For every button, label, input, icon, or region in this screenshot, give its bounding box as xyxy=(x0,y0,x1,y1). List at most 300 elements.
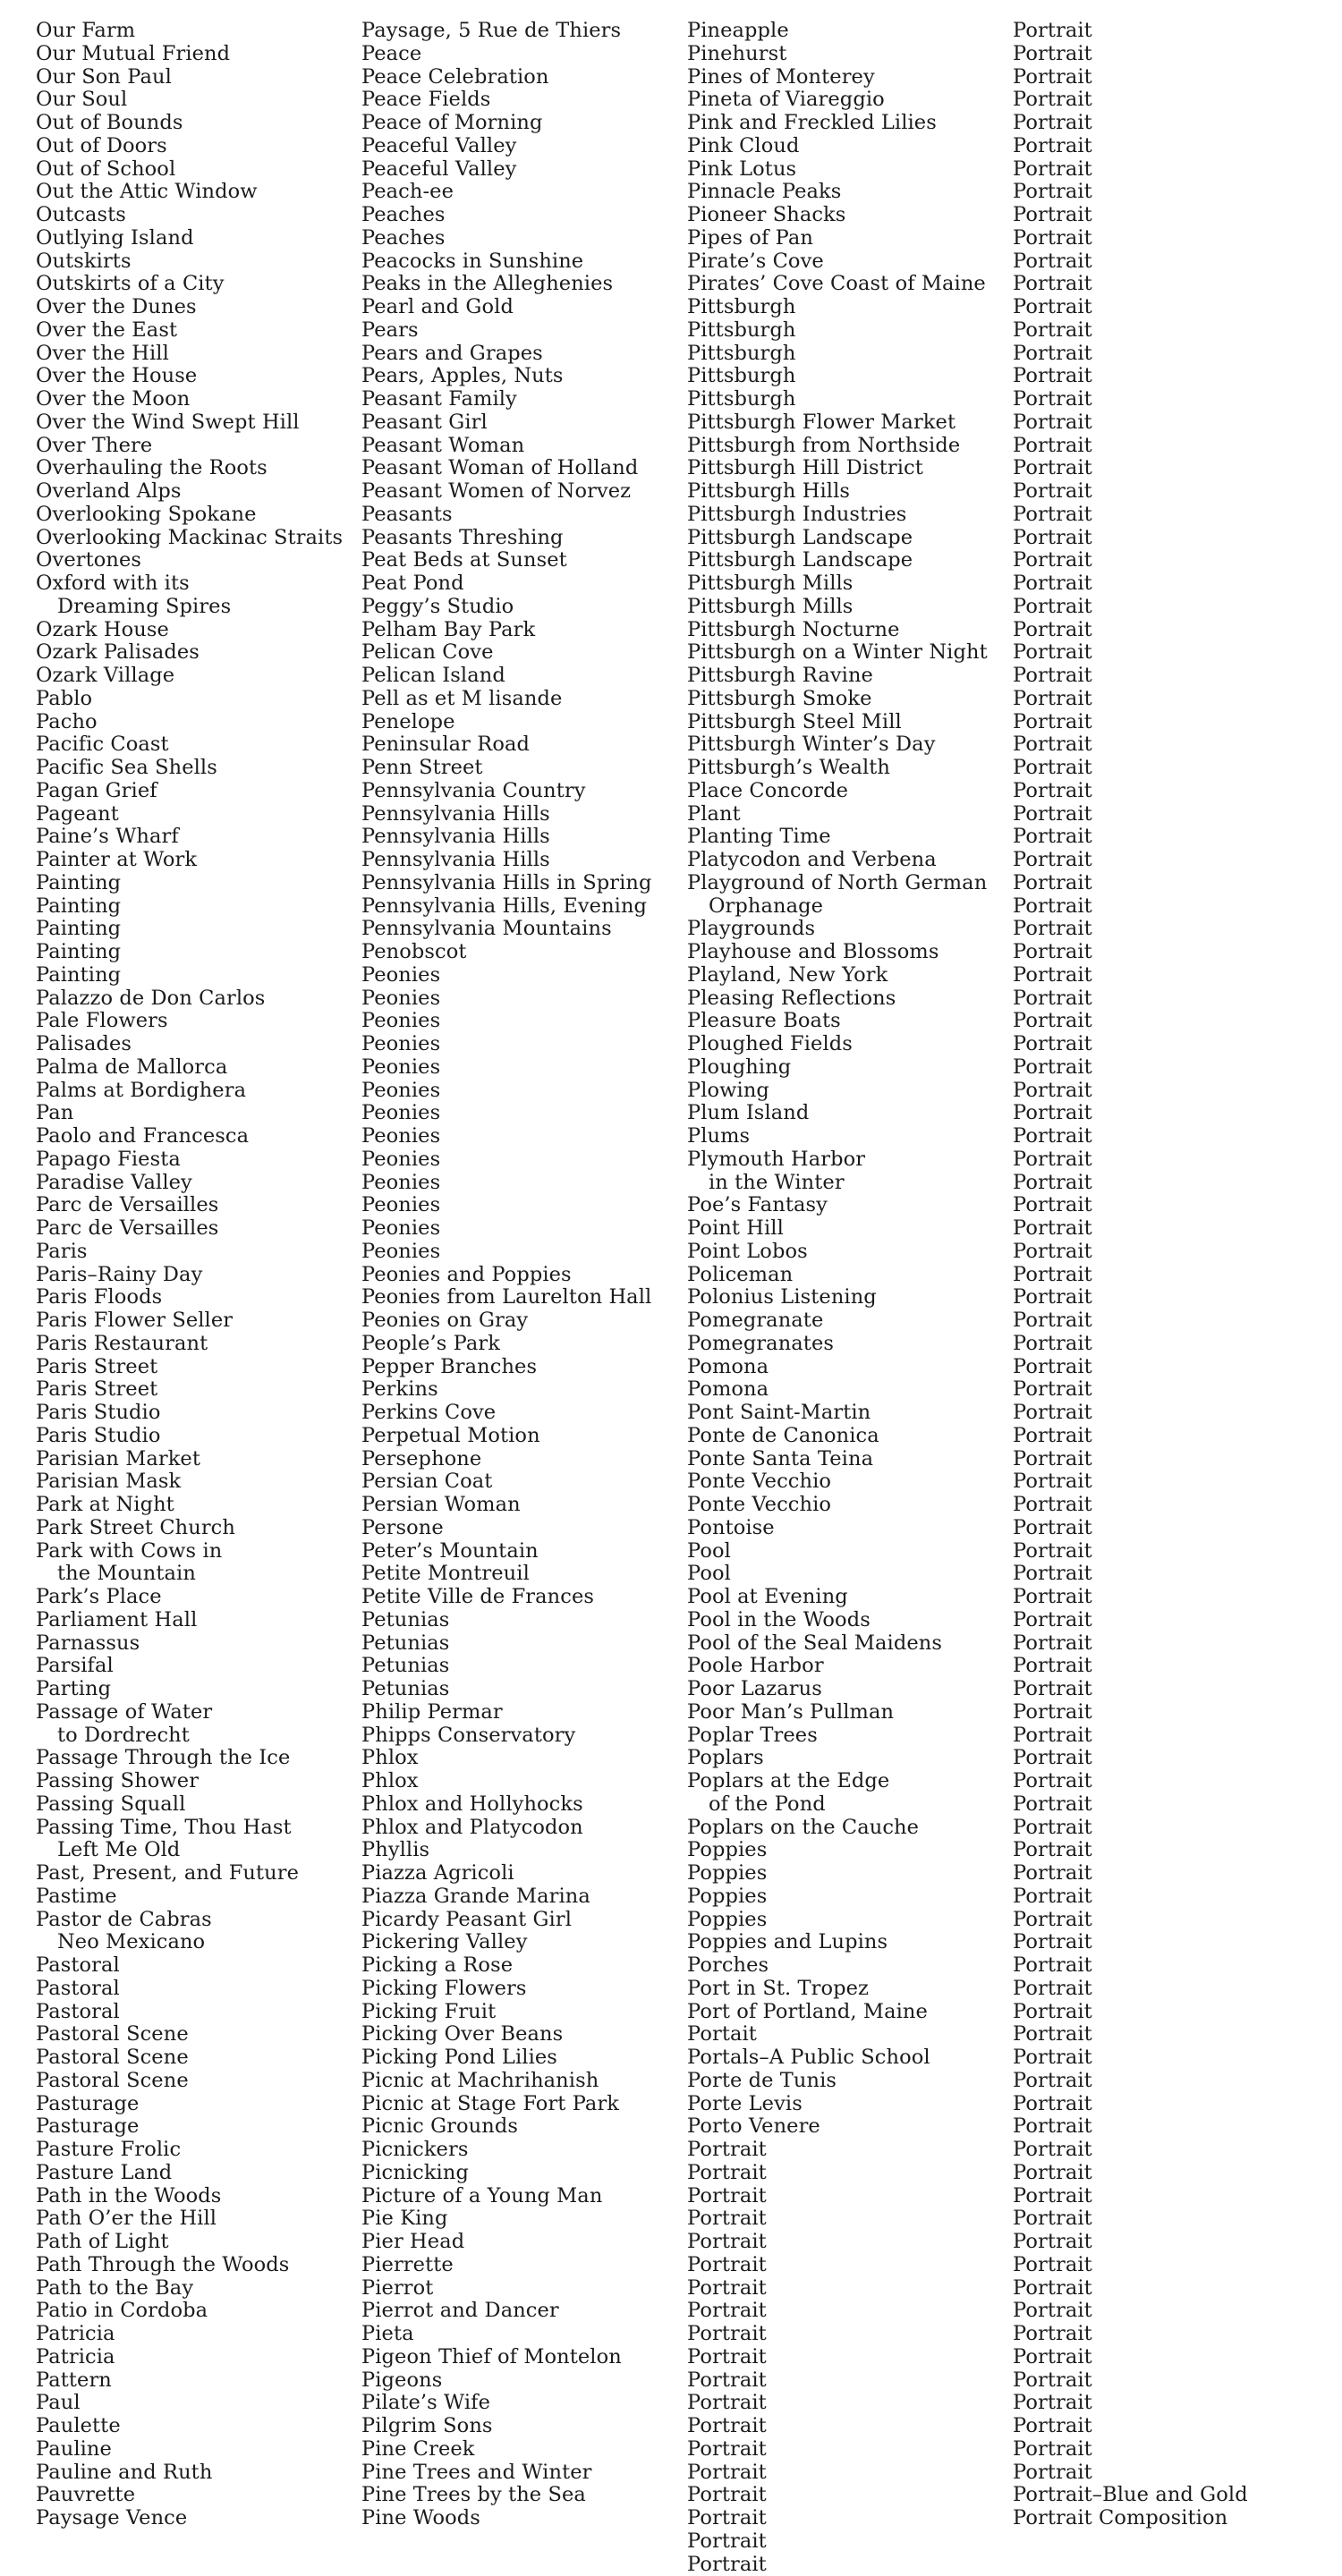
index-entry: Port in St. Tropez xyxy=(687,1978,988,2001)
index-entry: Portrait xyxy=(1013,757,1248,780)
index-entry: Path of Light xyxy=(36,2231,343,2254)
index-entry: Pittsburgh Mills xyxy=(687,572,988,596)
index-entry: Portrait xyxy=(687,2369,988,2393)
index-entry: Portrait xyxy=(1013,2185,1248,2208)
index-entry: Pont Saint-Martin xyxy=(687,1402,988,1425)
index-entry: Peonies xyxy=(361,964,651,987)
index-entry: Pool of the Seal Maidens xyxy=(687,1632,988,1656)
index-entry: Portrait xyxy=(687,2438,988,2462)
index-entry: Palma de Mallorca xyxy=(36,1056,343,1080)
index-entry: Ponte de Canonica xyxy=(687,1425,988,1448)
index-entry: Playgrounds xyxy=(687,918,988,941)
index-entry: Poppies and Lupins xyxy=(687,1931,988,1954)
index-entry-continuation: Dreaming Spires xyxy=(36,596,343,619)
index-entry: Out the Attic Window xyxy=(36,181,343,204)
index-entry: Pittsburgh xyxy=(687,343,988,366)
index-entry: Portrait xyxy=(1013,1609,1248,1632)
index-entry: Portrait xyxy=(1013,319,1248,343)
index-entry: Plums xyxy=(687,1125,988,1148)
index-entry: Picking Over Beans xyxy=(361,2023,651,2046)
index-entry: Plum Island xyxy=(687,1102,988,1125)
index-entry: Pigeon Thief of Montelon xyxy=(361,2346,651,2369)
index-entry: Pittsburgh Industries xyxy=(687,504,988,527)
index-entry: Portrait xyxy=(1013,1586,1248,1609)
index-entry: Paris Studio xyxy=(36,1425,343,1448)
index-entry: Portrait xyxy=(1013,964,1248,987)
index-entry: Pearl and Gold xyxy=(361,296,651,319)
index-entry: Pasture Land xyxy=(36,2162,343,2185)
index-entry: Pittsburgh’s Wealth xyxy=(687,757,988,780)
index-entry: Poppies xyxy=(687,1885,988,1909)
index-entry: Portrait xyxy=(1013,527,1248,550)
index-entry: Portrait xyxy=(1013,2139,1248,2162)
index-entry: Portrait xyxy=(1013,2046,1248,2070)
index-entry: Porto Venere xyxy=(687,2115,988,2139)
index-entry: Portrait xyxy=(1013,343,1248,366)
index-entry: Our Soul xyxy=(36,89,343,112)
index-entry: Picking Fruit xyxy=(361,2001,651,2024)
index-entry: Portrait xyxy=(1013,918,1248,941)
index-entry: Parsifal xyxy=(36,1655,343,1678)
index-entry: Portrait xyxy=(1013,296,1248,319)
index-entry: Pipes of Pan xyxy=(687,227,988,250)
index-entry: Passage of Water xyxy=(36,1701,343,1724)
index-entry: Portrait xyxy=(1013,1010,1248,1033)
index-entry: Passage Through the Ice xyxy=(36,1747,343,1770)
index-entry: Passing Time, Thou Hast xyxy=(36,1817,343,1840)
index-entry: Portrait xyxy=(1013,2001,1248,2024)
index-entry: Portals–A Public School xyxy=(687,2046,988,2070)
index-entry: Portrait xyxy=(687,2530,988,2554)
index-entry: Portrait xyxy=(1013,1954,1248,1978)
index-entry: Pontoise xyxy=(687,1517,988,1540)
index-entry: Picnickers xyxy=(361,2139,651,2162)
index-entry: Pauline and Ruth xyxy=(36,2462,343,2485)
index-entry: Pears and Grapes xyxy=(361,343,651,366)
index-entry: Phlox and Platycodon xyxy=(361,1817,651,1840)
index-entry: Pell as et M lisande xyxy=(361,688,651,711)
index-entry: Peach-ee xyxy=(361,181,651,204)
index-entry: Pagan Grief xyxy=(36,780,343,803)
index-entry: Portrait xyxy=(1013,43,1248,66)
index-entry: People’s Park xyxy=(361,1333,651,1356)
index-entry: Portrait xyxy=(1013,2415,1248,2438)
index-entry: Parliament Hall xyxy=(36,1609,343,1632)
index-entry: Over the Hill xyxy=(36,343,343,366)
index-entry: Pelican Cove xyxy=(361,641,651,665)
index-entry: Portrait xyxy=(687,2277,988,2301)
index-entry: Platycodon and Verbena xyxy=(687,849,988,872)
index-entry: Pieta xyxy=(361,2323,651,2346)
index-entry: Portrait xyxy=(687,2231,988,2254)
index-entry: Persone xyxy=(361,1517,651,1540)
index-entry: Portrait xyxy=(1013,2231,1248,2254)
index-entry: Pennsylvania Hills xyxy=(361,826,651,849)
index-entry: Pittsburgh from Northside xyxy=(687,435,988,458)
index-entry: Overlooking Spokane xyxy=(36,504,343,527)
index-entry: Portrait xyxy=(1013,641,1248,665)
index-entry: Pittsburgh Hill District xyxy=(687,457,988,480)
index-entry: Pastoral Scene xyxy=(36,2070,343,2093)
index-entry-continuation: Orphanage xyxy=(687,895,988,919)
index-entry: Palisades xyxy=(36,1033,343,1056)
index-entry: Pauline xyxy=(36,2438,343,2462)
index-entry: Oxford with its xyxy=(36,572,343,596)
index-entry: Park at Night xyxy=(36,1494,343,1517)
index-entry: Paris Restaurant xyxy=(36,1333,343,1356)
index-entry-continuation: Neo Mexicano xyxy=(36,1931,343,1954)
index-entry: Portrait xyxy=(1013,1241,1248,1264)
index-entry: Pink Lotus xyxy=(687,158,988,182)
index-entry: Pale Flowers xyxy=(36,1010,343,1033)
index-entry: Portrait xyxy=(1013,1148,1248,1172)
index-entry: Pittsburgh Steel Mill xyxy=(687,711,988,734)
index-entry: Portrait xyxy=(1013,158,1248,182)
index-entry: Pageant xyxy=(36,803,343,826)
index-entry: Pasturage xyxy=(36,2093,343,2116)
index-entry: Pittsburgh xyxy=(687,319,988,343)
index-entry: Pirate’s Cove xyxy=(687,250,988,274)
index-entry: Phlox and Hollyhocks xyxy=(361,1793,651,1817)
index-entry: Portrait xyxy=(1013,2462,1248,2485)
index-entry: Portrait xyxy=(1013,457,1248,480)
index-entry: Poole Harbor xyxy=(687,1655,988,1678)
index-entry: Pineapple xyxy=(687,20,988,43)
index-entry: Pine Trees by the Sea xyxy=(361,2484,651,2507)
index-entry: Portrait xyxy=(1013,1033,1248,1056)
index-entry: Portrait xyxy=(1013,872,1248,895)
index-entry: Port of Portland, Maine xyxy=(687,2001,988,2024)
index-entry: Polonius Listening xyxy=(687,1286,988,1309)
index-entry: Outlying Island xyxy=(36,227,343,250)
index-entry: Peonies xyxy=(361,1102,651,1125)
index-entry: Portrait xyxy=(1013,2115,1248,2139)
index-entry: Playground of North German xyxy=(687,872,988,895)
index-entry: Peasant Woman xyxy=(361,435,651,458)
index-entry: Pool xyxy=(687,1540,988,1563)
index-entry: Point Lobos xyxy=(687,1241,988,1264)
index-entry: Phipps Conservatory xyxy=(361,1724,651,1748)
index-entry: Pepper Branches xyxy=(361,1356,651,1379)
index-entry: Portrait xyxy=(1013,2300,1248,2323)
index-entry: Peace Fields xyxy=(361,89,651,112)
index-entry: Portrait xyxy=(1013,1793,1248,1817)
index-entry: Pool at Evening xyxy=(687,1586,988,1609)
index-entry: Portrait xyxy=(1013,1286,1248,1309)
index-entry: Park Street Church xyxy=(36,1517,343,1540)
index-entry: Portrait xyxy=(1013,1080,1248,1103)
index-entry: Planting Time xyxy=(687,826,988,849)
index-entry: Portrait xyxy=(1013,2277,1248,2301)
index-entry: Pinehurst xyxy=(687,43,988,66)
index-entry: Perkins xyxy=(361,1378,651,1402)
index-entry: Parc de Versailles xyxy=(36,1194,343,1217)
index-entry: Peonies xyxy=(361,1080,651,1103)
index-entry: Pittsburgh on a Winter Night xyxy=(687,641,988,665)
index-entry: Portrait xyxy=(1013,1402,1248,1425)
index-entry: Pablo xyxy=(36,688,343,711)
index-entry: Portrait xyxy=(1013,895,1248,919)
index-entry: Portrait xyxy=(1013,733,1248,757)
index-entry: Park’s Place xyxy=(36,1586,343,1609)
index-entry: Outskirts xyxy=(36,250,343,274)
index-entry: Portrait xyxy=(687,2254,988,2277)
index-entry: Portrait xyxy=(1013,2346,1248,2369)
index-entry: Peaceful Valley xyxy=(361,158,651,182)
index-entry: Palazzo de Don Carlos xyxy=(36,987,343,1011)
index-entry: Pink and Freckled Lilies xyxy=(687,112,988,135)
index-column-2 xyxy=(361,20,651,2530)
index-entry: Poor Lazarus xyxy=(687,1678,988,1701)
index-entry: Pittsburgh Landscape xyxy=(687,549,988,572)
index-entry: Peonies from Laurelton Hall xyxy=(361,1286,651,1309)
index-entry: Persephone xyxy=(361,1448,651,1471)
index-entry: Portrait xyxy=(687,2554,988,2576)
index-entry: Over the House xyxy=(36,365,343,388)
index-entry: Portrait xyxy=(687,2162,988,2185)
index-entry: Portrait xyxy=(1013,1817,1248,1840)
index-entry: Portrait xyxy=(1013,1540,1248,1563)
index-entry: Park with Cows in xyxy=(36,1540,343,1563)
index-entry: Portrait xyxy=(1013,572,1248,596)
index-entry: Overlooking Mackinac Straits xyxy=(36,527,343,550)
index-entry: Peonies and Poppies xyxy=(361,1264,651,1287)
index-entry: Picnic Grounds xyxy=(361,2115,651,2139)
index-entry: Pilgrim Sons xyxy=(361,2415,651,2438)
index-entry: Portrait xyxy=(1013,1747,1248,1770)
index-entry: Portrait xyxy=(1013,1217,1248,1241)
index-entry: Poe’s Fantasy xyxy=(687,1194,988,1217)
index-entry: Palms at Bordighera xyxy=(36,1080,343,1103)
index-entry: Peonies on Gray xyxy=(361,1309,651,1333)
index-entry: Phlox xyxy=(361,1747,651,1770)
index-entry: Ploughing xyxy=(687,1056,988,1080)
index-entry: Persian Coat xyxy=(361,1470,651,1494)
index-entry: Portrait xyxy=(1013,388,1248,411)
index-entry: Peat Pond xyxy=(361,572,651,596)
index-entry: Portrait xyxy=(1013,1931,1248,1954)
index-entry: Poplars at the Edge xyxy=(687,1770,988,1793)
index-entry: Portrait xyxy=(1013,1978,1248,2001)
index-entry: Portrait xyxy=(687,2507,988,2530)
index-entry: Pasture Frolic xyxy=(36,2139,343,2162)
index-entry: Portrait xyxy=(687,2207,988,2231)
index-entry: Portrait xyxy=(687,2346,988,2369)
index-entry: Poppies xyxy=(687,1862,988,1885)
index-entry: Pennsylvania Country xyxy=(361,780,651,803)
index-entry: Portrait xyxy=(687,2462,988,2485)
index-entry: Paris Street xyxy=(36,1378,343,1402)
index-entry: Portrait xyxy=(1013,1425,1248,1448)
index-entry: Pittsburgh xyxy=(687,296,988,319)
index-entry: Portrait xyxy=(1013,1655,1248,1678)
index-entry: Pastoral xyxy=(36,2001,343,2024)
index-entry: Portrait xyxy=(1013,250,1248,274)
index-entry: Out of Bounds xyxy=(36,112,343,135)
index-entry: Our Farm xyxy=(36,20,343,43)
index-entry: Out of School xyxy=(36,158,343,182)
index-entry: Peonies xyxy=(361,1217,651,1241)
index-entry: Portrait xyxy=(1013,1378,1248,1402)
index-entry: Penelope xyxy=(361,711,651,734)
index-entry: Painting xyxy=(36,964,343,987)
index-entry: Passing Shower xyxy=(36,1770,343,1793)
index-entry-continuation: in the Winter xyxy=(687,1172,988,1195)
index-entry: Pattern xyxy=(36,2369,343,2393)
index-entry: Ponte Santa Teina xyxy=(687,1448,988,1471)
index-entry: Peonies xyxy=(361,1033,651,1056)
index-entry: Peasant Girl xyxy=(361,411,651,435)
index-entry: Paysage, 5 Rue de Thiers xyxy=(361,20,651,43)
index-entry: Portrait xyxy=(1013,1885,1248,1909)
index-entry: Portrait xyxy=(687,2392,988,2415)
index-entry: Pennsylvania Hills, Evening xyxy=(361,895,651,919)
index-entry: Perpetual Motion xyxy=(361,1425,651,1448)
index-entry: Pirates’ Cove Coast of Maine xyxy=(687,273,988,296)
index-entry: Pine Creek xyxy=(361,2438,651,2462)
index-entry: Pears, Apples, Nuts xyxy=(361,365,651,388)
index-entry: Portrait Composition xyxy=(1013,2507,1248,2530)
index-entry: Pittsburgh Smoke xyxy=(687,688,988,711)
index-entry: Pennsylvania Hills xyxy=(361,803,651,826)
index-entry: Picnic at Machrihanish xyxy=(361,2070,651,2093)
index-entry: Ozark Palisades xyxy=(36,641,343,665)
index-entry: Peonies xyxy=(361,1148,651,1172)
index-entry: Peasants xyxy=(361,504,651,527)
index-entry: Petunias xyxy=(361,1678,651,1701)
index-entry: Paine’s Wharf xyxy=(36,826,343,849)
index-entry: Our Mutual Friend xyxy=(36,43,343,66)
index-entry: Pomegranates xyxy=(687,1333,988,1356)
index-entry: Petite Ville de Frances xyxy=(361,1586,651,1609)
index-entry: Portrait xyxy=(1013,1056,1248,1080)
index-entry: Peonies xyxy=(361,1056,651,1080)
index-entry: Pennsylvania Hills in Spring xyxy=(361,872,651,895)
index-entry: Philip Permar xyxy=(361,1701,651,1724)
index-entry: Paris xyxy=(36,1241,343,1264)
index-entry: Pilate’s Wife xyxy=(361,2392,651,2415)
index-entry: Portrait xyxy=(1013,1333,1248,1356)
index-entry: Portrait xyxy=(1013,619,1248,642)
index-entry: Peninsular Road xyxy=(361,733,651,757)
index-entry: Painting xyxy=(36,918,343,941)
index-entry: Over the Wind Swept Hill xyxy=(36,411,343,435)
index-entry: Portrait xyxy=(687,2300,988,2323)
index-entry: Pool xyxy=(687,1563,988,1586)
index-entry: Pelican Island xyxy=(361,665,651,688)
index-entry: Portrait xyxy=(1013,780,1248,803)
index-entry: Portrait xyxy=(1013,688,1248,711)
index-entry: Portrait xyxy=(1013,365,1248,388)
index-entry: Peter’s Mountain xyxy=(361,1540,651,1563)
index-entry: Pie King xyxy=(361,2207,651,2231)
index-entry: Portrait xyxy=(1013,826,1248,849)
index-entry: Papago Fiesta xyxy=(36,1148,343,1172)
index-entry: Paradise Valley xyxy=(36,1172,343,1195)
index-entry: Portrait xyxy=(1013,1701,1248,1724)
index-entry: Portrait xyxy=(1013,411,1248,435)
index-entry: Pastor de Cabras xyxy=(36,1909,343,1932)
index-entry: Pink Cloud xyxy=(687,135,988,158)
index-entry: Peonies xyxy=(361,1194,651,1217)
index-entry-continuation: the Mountain xyxy=(36,1563,343,1586)
index-entry: Peonies xyxy=(361,1172,651,1195)
index-entry: Petunias xyxy=(361,1632,651,1656)
index-entry: Parisian Market xyxy=(36,1448,343,1471)
index-entry: Portrait xyxy=(1013,1678,1248,1701)
index-entry: Pennsylvania Hills xyxy=(361,849,651,872)
index-entry: Petite Montreuil xyxy=(361,1563,651,1586)
index-entry: Porte Levis xyxy=(687,2093,988,2116)
index-entry: Parisian Mask xyxy=(36,1470,343,1494)
index-entry: Picking Pond Lilies xyxy=(361,2046,651,2070)
index-entry: Portrait xyxy=(1013,480,1248,504)
index-entry-continuation: of the Pond xyxy=(687,1793,988,1817)
index-entry: Portrait xyxy=(1013,1494,1248,1517)
index-entry: Pool in the Woods xyxy=(687,1609,988,1632)
index-entry: Portrait xyxy=(1013,1264,1248,1287)
index-entry: Paris Street xyxy=(36,1356,343,1379)
index-entry: Portrait xyxy=(1013,1770,1248,1793)
index-entry: Petunias xyxy=(361,1655,651,1678)
index-entry: Peaceful Valley xyxy=(361,135,651,158)
index-entry: Poplar Trees xyxy=(687,1724,988,1748)
index-entry: Pleasing Reflections xyxy=(687,987,988,1011)
index-entry: Painting xyxy=(36,895,343,919)
index-entry: Pine Woods xyxy=(361,2507,651,2530)
index-entry-continuation: to Dordrecht xyxy=(36,1724,343,1748)
index-entry: Pittsburgh Landscape xyxy=(687,527,988,550)
index-entry: Pasturage xyxy=(36,2115,343,2139)
index-entry: Outcasts xyxy=(36,204,343,227)
index-entry: Portrait xyxy=(1013,941,1248,964)
index-entry: Place Concorde xyxy=(687,780,988,803)
index-entry: Plowing xyxy=(687,1080,988,1103)
index-entry: Pierrot xyxy=(361,2277,651,2301)
index-entry: Paulette xyxy=(36,2415,343,2438)
index-entry: Portrait xyxy=(1013,2093,1248,2116)
index-entry: Peacocks in Sunshine xyxy=(361,250,651,274)
index-entry: Portrait xyxy=(1013,135,1248,158)
index-entry: Portrait xyxy=(1013,435,1248,458)
index-entry: Peonies xyxy=(361,1125,651,1148)
index-entry: Picnicking xyxy=(361,2162,651,2185)
index-entry: Portrait xyxy=(1013,1632,1248,1656)
index-entry: Plant xyxy=(687,803,988,826)
index-entry: Pittsburgh Ravine xyxy=(687,665,988,688)
index-entry: Poppies xyxy=(687,1909,988,1932)
index-entry: Playhouse and Blossoms xyxy=(687,941,988,964)
index-entry: Pittsburgh xyxy=(687,365,988,388)
index-entry: Portrait xyxy=(1013,2254,1248,2277)
index-entry: Over the Moon xyxy=(36,388,343,411)
index-entry: Pennsylvania Mountains xyxy=(361,918,651,941)
index-entry: Peace of Morning xyxy=(361,112,651,135)
index-entry: Peasant Woman of Holland xyxy=(361,457,651,480)
index-entry: Portrait xyxy=(1013,549,1248,572)
index-column-1 xyxy=(36,20,343,2530)
index-entry: Portrait xyxy=(1013,89,1248,112)
index-entry: Picnic at Stage Fort Park xyxy=(361,2093,651,2116)
index-entry-continuation: Left Me Old xyxy=(36,1839,343,1862)
index-entry: Portrait xyxy=(1013,1194,1248,1217)
index-entry: Peasant Women of Norvez xyxy=(361,480,651,504)
index-entry: Portrait xyxy=(687,2185,988,2208)
index-entry: Painting xyxy=(36,941,343,964)
index-entry: Plymouth Harbor xyxy=(687,1148,988,1172)
index-entry: Ozark Village xyxy=(36,665,343,688)
index-entry: Portrait xyxy=(1013,1517,1248,1540)
